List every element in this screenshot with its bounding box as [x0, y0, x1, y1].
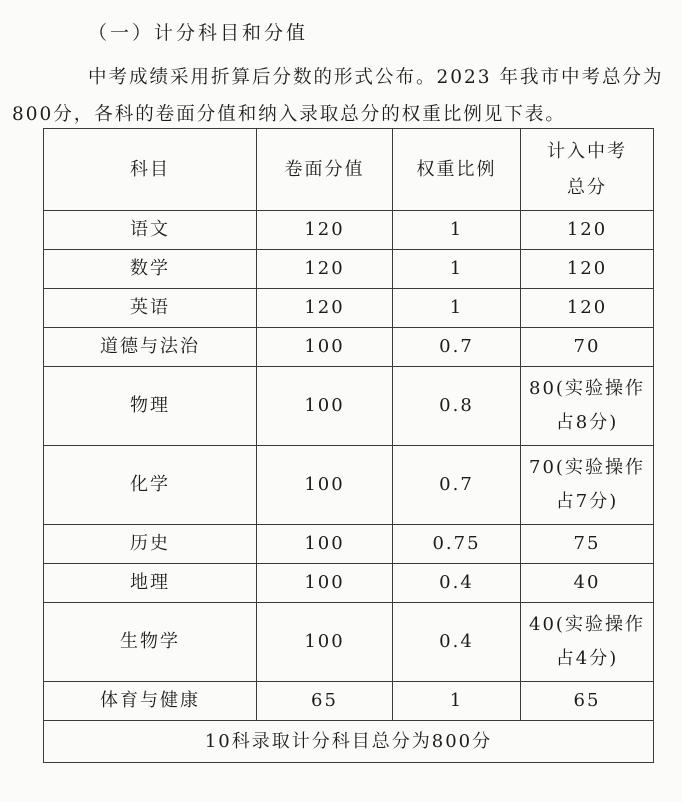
counted-score-value: 80(实验操作: [529, 378, 645, 399]
counted-score-cell: [521, 211, 654, 250]
header-weight: 权重比例: [393, 129, 521, 211]
lab-score-note: 占8分): [555, 412, 619, 433]
counted-score-cell: [521, 682, 654, 721]
counted-score-value: 65: [573, 690, 601, 711]
table-row: [44, 328, 654, 367]
weight-cell: 0.75: [393, 525, 521, 564]
header-counted-line2: 总分: [567, 176, 607, 198]
table-row: [44, 564, 654, 603]
weight-cell: 0.7: [393, 328, 521, 367]
subject-cell: 生物学: [44, 603, 257, 682]
table-footer-row: [44, 721, 654, 763]
raw-score-cell: 100: [257, 564, 393, 603]
lab-score-note: 占7分): [555, 491, 619, 512]
weight-cell: 0.7: [393, 446, 521, 525]
raw-score-cell: 120: [257, 250, 393, 289]
table-row: [44, 682, 654, 721]
counted-score-value: 70: [573, 336, 601, 357]
table-body: [44, 211, 654, 721]
weight-cell: 1: [393, 211, 521, 250]
counted-score-cell: [521, 525, 654, 564]
raw-score-cell: 100: [257, 328, 393, 367]
raw-score-cell: 100: [257, 525, 393, 564]
subject-cell: 道德与法治: [44, 328, 257, 367]
raw-score-cell: 100: [257, 367, 393, 446]
lab-score-note: 占4分): [555, 648, 619, 669]
raw-score-cell: 100: [257, 446, 393, 525]
score-table: [43, 128, 654, 763]
subject-cell: 地理: [44, 564, 257, 603]
counted-score-cell: [521, 603, 654, 682]
table-row: [44, 603, 654, 682]
weight-cell: 1: [393, 289, 521, 328]
header-counted-line1: 计入中考: [547, 140, 627, 162]
subject-cell: 数学: [44, 250, 257, 289]
raw-score-cell: 120: [257, 289, 393, 328]
counted-score-value: 75: [573, 533, 601, 554]
counted-score-cell: [521, 250, 654, 289]
counted-score-value: 70(实验操作: [529, 457, 645, 478]
counted-score-cell: [521, 367, 654, 446]
counted-score-value: 120: [566, 297, 608, 318]
counted-score-cell: [521, 564, 654, 603]
table-row: [44, 211, 654, 250]
subject-cell: 体育与健康: [44, 682, 257, 721]
table-row: [44, 446, 654, 525]
subject-cell: 历史: [44, 525, 257, 564]
header-counted: [521, 129, 654, 211]
subject-cell: 语文: [44, 211, 257, 250]
counted-score-cell: [521, 446, 654, 525]
subject-cell: 化学: [44, 446, 257, 525]
counted-score-value: 120: [566, 219, 608, 240]
total-note: 10科录取计分科目总分为800分: [44, 721, 654, 763]
raw-score-cell: 65: [257, 682, 393, 721]
weight-cell: 0.4: [393, 603, 521, 682]
weight-cell: 0.8: [393, 367, 521, 446]
raw-score-cell: 120: [257, 211, 393, 250]
table-row: [44, 367, 654, 446]
counted-score-cell: [521, 328, 654, 367]
intro-paragraph-text: 中考成绩采用折算后分数的形式公布。2023 年我市中考总分为800分，各科的卷面分值和纳入录取总分的权重比例见下表。: [12, 67, 664, 125]
header-subject: 科目: [44, 129, 257, 211]
weight-cell: 1: [393, 250, 521, 289]
counted-score-cell: [521, 289, 654, 328]
header-raw-score: 卷面分值: [257, 129, 393, 211]
table-row: [44, 525, 654, 564]
subject-cell: 物理: [44, 367, 257, 446]
table-row: [44, 289, 654, 328]
subject-cell: 英语: [44, 289, 257, 328]
counted-score-value: 40: [573, 572, 601, 593]
table-header-row: [44, 129, 654, 211]
weight-cell: 0.4: [393, 564, 521, 603]
table-row: [44, 250, 654, 289]
raw-score-cell: 100: [257, 603, 393, 682]
counted-score-value: 120: [566, 258, 608, 279]
section-heading: （一）计分科目和分值: [88, 22, 309, 44]
weight-cell: 1: [393, 682, 521, 721]
intro-paragraph: [12, 59, 674, 133]
counted-score-value: 40(实验操作: [529, 614, 645, 635]
